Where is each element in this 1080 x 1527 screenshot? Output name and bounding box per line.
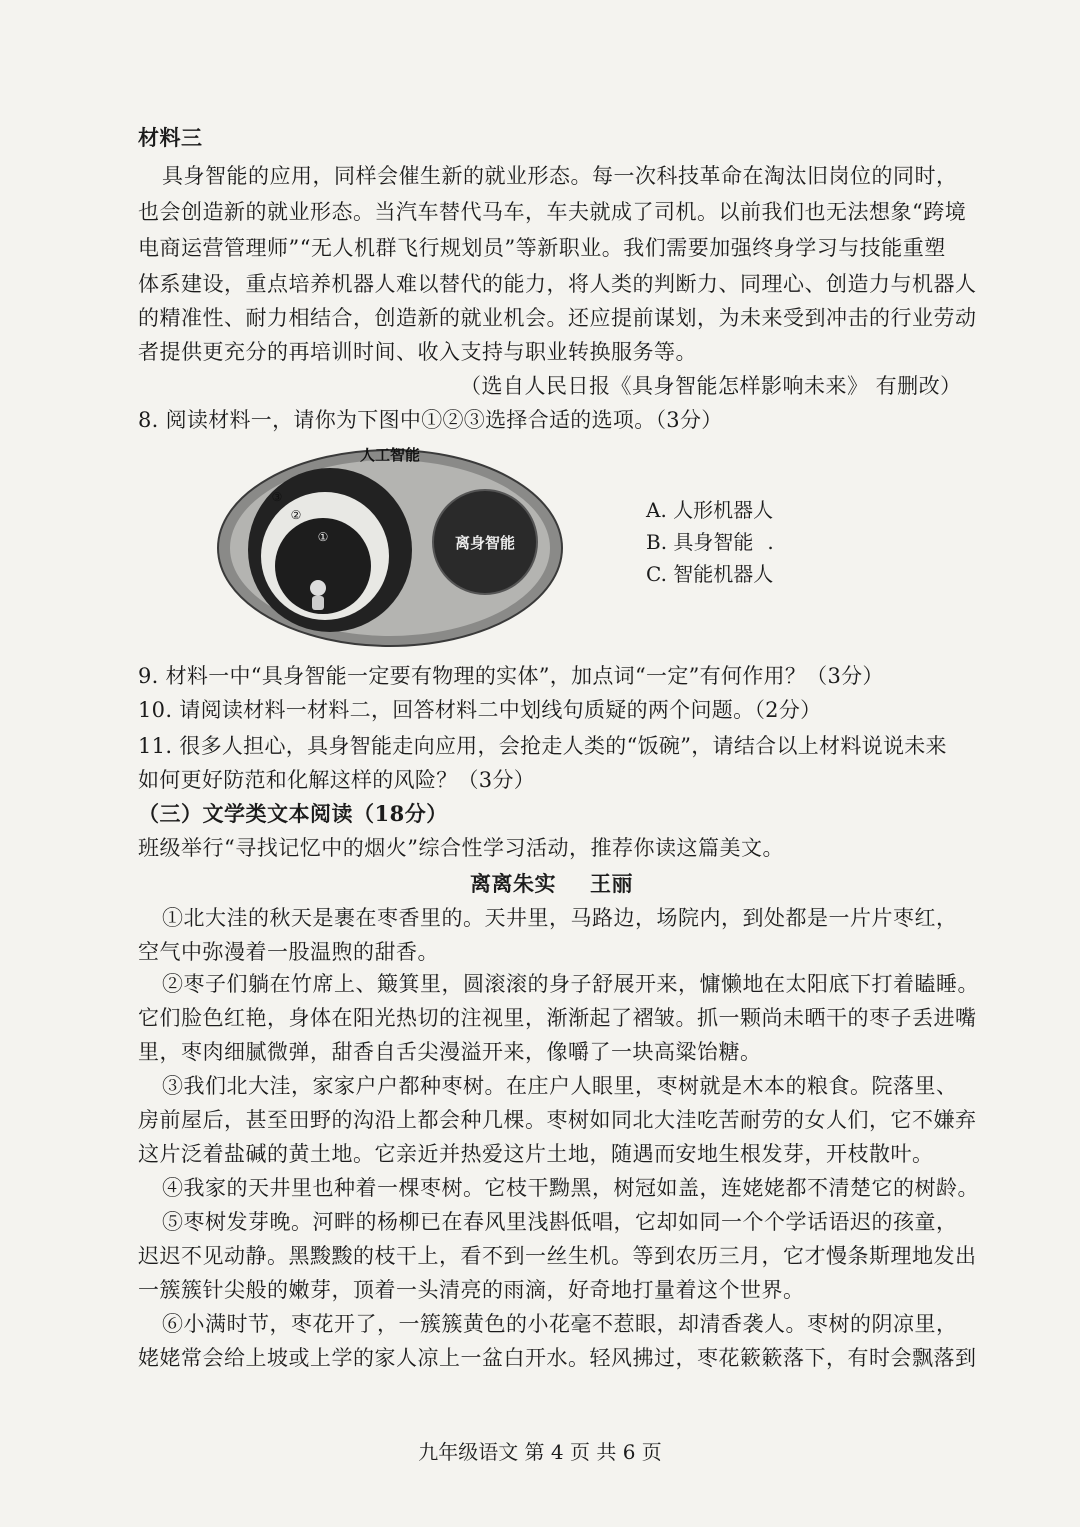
paragraph-line: 也会创造新的就业形态。当汽车替代马车，车夫就成了司机。以前我们也无法想象“跨境 [138, 200, 967, 224]
ai-diagram [215, 438, 565, 648]
marker-2: ② [290, 508, 302, 522]
question-8: 8. 阅读材料一，请你为下图中①②③选择合适的选项。（3分） [138, 408, 723, 432]
paragraph-line: ②枣子们躺在竹席上、簸箕里，圆滚滚的身子舒展开来，慵懒地在太阳底下打着瞌睡。 [162, 972, 979, 996]
option-c: C. 智能机器人 [646, 562, 774, 586]
source-citation: （选自人民日报《具身智能怎样影响未来》 有删改） [460, 374, 962, 398]
paragraph-line: 空气中弥漫着一股温煦的甜香。 [138, 940, 439, 964]
paragraph-line: 它们脸色红艳，身体在阳光热切的注视里，渐渐起了褶皱。抓一颗尚未晒干的枣子丢进嘴 [138, 1006, 977, 1030]
section-intro: 班级举行“寻找记忆中的烟火”综合性学习活动，推荐你读这篇美文。 [138, 836, 784, 860]
paragraph-line: ③我们北大洼，家家户户都种枣树。在庄户人眼里，枣树就是木本的粮食。院落里、 [162, 1074, 958, 1098]
material-heading: 材料三 [138, 125, 203, 150]
paragraph-line: ⑤枣树发芽晚。河畔的杨柳已在春风里浅斟低唱，它却如同一个个学话语迟的孩童， [162, 1210, 958, 1234]
section-heading: （三）文学类文本阅读（18分） [138, 801, 448, 826]
question-11: 11. 很多人担心，具身智能走向应用，会抢走人类的“饭碗”，请结合以上材料说说未来 [138, 734, 947, 758]
paragraph-line: 体系建设，重点培养机器人难以替代的能力，将人类的判断力、同理心、创造力与机器人 [138, 272, 977, 296]
page-footer: 九年级语文 第 4 页 共 6 页 [418, 1440, 662, 1464]
essay-title: 离离朱实 王丽 [470, 871, 633, 896]
paragraph-line: ⑥小满时节，枣花开了，一簇簇黄色的小花毫不惹眼，却清香袭人。枣树的阴凉里， [162, 1312, 958, 1336]
answer-options [646, 494, 774, 590]
paragraph-line: 的精准性、耐力相结合，创造新的就业机会。还应提前谋划，为未来受到冲击的行业劳动 [138, 306, 977, 330]
marker-1: ① [317, 530, 329, 544]
paragraph-line: 这片泛着盐碱的黄土地。它亲近并热爱这片土地，随遇而安地生根发芽，开枝散叶。 [138, 1142, 934, 1166]
paragraph-line: 一簇簇针尖般的嫩芽，顶着一头清亮的雨滴，好奇地打量着这个世界。 [138, 1278, 805, 1302]
paragraph-line: 具身智能的应用，同样会催生新的就业形态。每一次科技革命在淘汰旧岗位的同时， [162, 164, 958, 188]
paragraph-line: 迟迟不见动静。黑黢黢的枝干上，看不到一丝生机。等到农历三月，它才慢条斯理地发出 [138, 1244, 977, 1268]
outer-label: 人工智能 [359, 446, 421, 464]
question-11-cont: 如何更好防范和化解这样的风险？（3分） [138, 768, 536, 792]
paragraph-line: ①北大洼的秋天是裹在枣香里的。天井里，马路边，场院内，到处都是一片片枣红， [162, 906, 958, 930]
right-circle-label: 离身智能 [454, 534, 516, 552]
question-9: 9. 材料一中“具身智能一定要有物理的实体”，加点词“一定”有何作用？（3分） [138, 664, 884, 688]
option-b: B. 具身智能 . [646, 530, 774, 554]
option-a: A. 人形机器人 [646, 498, 774, 522]
paragraph-line: 里，枣肉细腻微弹，甜香自舌尖漫溢开来，像嚼了一块高粱饴糖。 [138, 1040, 762, 1064]
marker-3: ③ [271, 490, 283, 504]
paragraph-line: 电商运营管理师”“无人机群飞行规划员”等新职业。我们需要加强终身学习与技能重塑 [138, 236, 946, 260]
paragraph-line: 姥姥常会给上坡或上学的家人凉上一盆白开水。轻风拂过，枣花簌簌落下，有时会飘落到 [138, 1346, 977, 1370]
paragraph-line: 房前屋后，甚至田野的沟沿上都会种几棵。枣树如同北大洼吃苦耐劳的女人们，它不嫌弃 [138, 1108, 977, 1132]
paragraph-line: ④我家的天井里也种着一棵枣树。它枝干黝黑，树冠如盖，连姥姥都不清楚它的树龄。 [162, 1176, 979, 1200]
question-10: 10. 请阅读材料一材料二，回答材料二中划线句质疑的两个问题。（2分） [138, 698, 822, 722]
essay-author: 王丽 [590, 871, 633, 896]
paragraph-line: 者提供更充分的再培训时间、收入支持与职业转换服务等。 [138, 340, 697, 364]
